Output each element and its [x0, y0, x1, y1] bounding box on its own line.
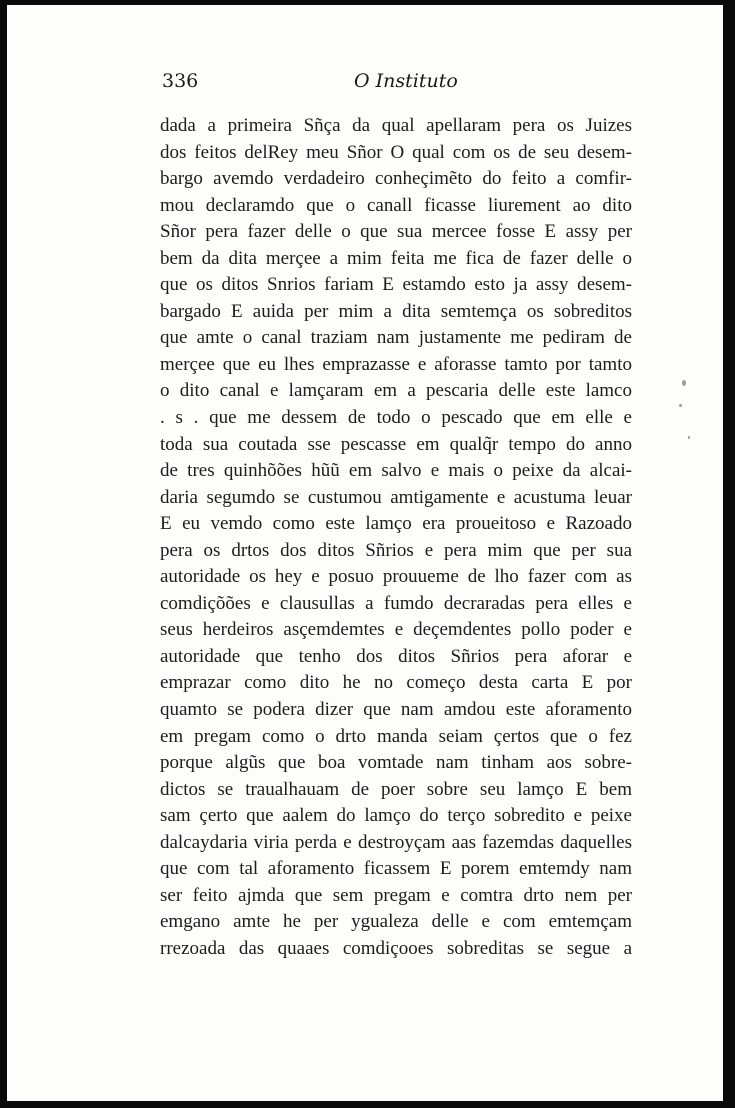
- text-line: daria segumdo se custumou amtigamente e acustuma leuar: [160, 486, 632, 508]
- text-line: dos feitos delRey meu Sñor O qual com os de seu desem-: [160, 141, 632, 163]
- text-line: ser feito ajmda que sem pregam e comtra drto nem per: [160, 884, 632, 906]
- scan-border-top: [0, 0, 735, 5]
- text-line: pera os drtos dos ditos Sñrios e pera mim que per sua: [160, 539, 632, 561]
- text-line: emgano amte he per ygualeza delle e com emtemçam: [160, 911, 632, 933]
- text-line: porque algũs que boa vomtade nam tinham aos sobre-: [160, 752, 632, 774]
- text-line: dada a primeira Sñça da qual apellaram pera os Juizes: [160, 115, 632, 136]
- text-line: dictos se traualhauam de poer sobre seu lamço E bem: [160, 778, 632, 800]
- paper-speck: [682, 380, 686, 386]
- text-line: autoridade que tenho dos ditos Sñrios pera aforar e: [160, 645, 632, 667]
- text-line: em pregam como o drto manda seiam çertos que o fez: [160, 725, 632, 747]
- text-line: que amte o canal traziam nam justamente me pediram de: [160, 327, 632, 349]
- text-line: emprazar como dito he no começo desta carta E por: [160, 672, 632, 694]
- scan-border-left: [0, 0, 7, 1108]
- running-title: O Instituto: [354, 70, 458, 92]
- text-line: merçee que eu lhes emprazasse e aforasse tamto por tamto: [160, 353, 632, 375]
- page-number: 336: [162, 70, 199, 92]
- page-header: [162, 70, 630, 94]
- text-line: bargado E auida per mim a dita semtemça os sobreditos: [160, 300, 632, 322]
- text-line: sam çerto que aalem do lamço do terço sobredito e peixe: [160, 805, 632, 827]
- text-line: E eu vemdo como este lamço era proueitoso e Razoado: [160, 513, 632, 535]
- text-line: mou declaramdo que o canall ficasse liurement ao dito: [160, 194, 632, 216]
- text-line: toda sua coutada sse pescasse em qualq̃r tempo do anno: [160, 433, 632, 455]
- text-line: dalcaydaria viria perda e destroyçam aas fazemdas daquelles: [160, 831, 632, 853]
- paper-speck: [688, 436, 690, 439]
- paper-speck: [679, 404, 682, 407]
- text-line: que com tal aforamento ficassem E porem emtemdy nam: [160, 858, 632, 880]
- text-line: o dito canal e lamçaram em a pescaria delle este lamco: [160, 380, 632, 402]
- text-line: bem da dita merçee a mim feita me fica de fazer delle o: [160, 247, 632, 269]
- scan-border-bottom: [0, 1101, 735, 1108]
- text-line: autoridade os hey e posuo prouueme de lho fazer com as: [160, 566, 632, 588]
- text-line: comdiçõões e clausullas a fumdo decraradas pera elles e: [160, 592, 632, 614]
- text-line: bargo avemdo verdadeiro conheçimẽto do feito a comfir-: [160, 168, 632, 190]
- text-line: rrezoada das quaaes comdiçooes sobreditas se segue a: [160, 937, 632, 959]
- text-line: quamto se podera dizer que nam amdou este aforamento: [160, 699, 632, 721]
- text-line: . s . que me dessem de todo o pescado que em elle e: [160, 407, 632, 429]
- text-line: de tres quinhõões hũũ em salvo e mais o peixe da alcai-: [160, 460, 632, 482]
- body-text: [160, 113, 632, 963]
- scan-border-right: [723, 0, 735, 1108]
- text-line: seus herdeiros asçemdemtes e deçemdentes pollo poder e: [160, 619, 632, 641]
- text-line: Sñor pera fazer delle o que sua mercee fosse E assy per: [160, 221, 632, 243]
- text-line: que os ditos Snrios fariam E estamdo esto ja assy desem-: [160, 274, 632, 296]
